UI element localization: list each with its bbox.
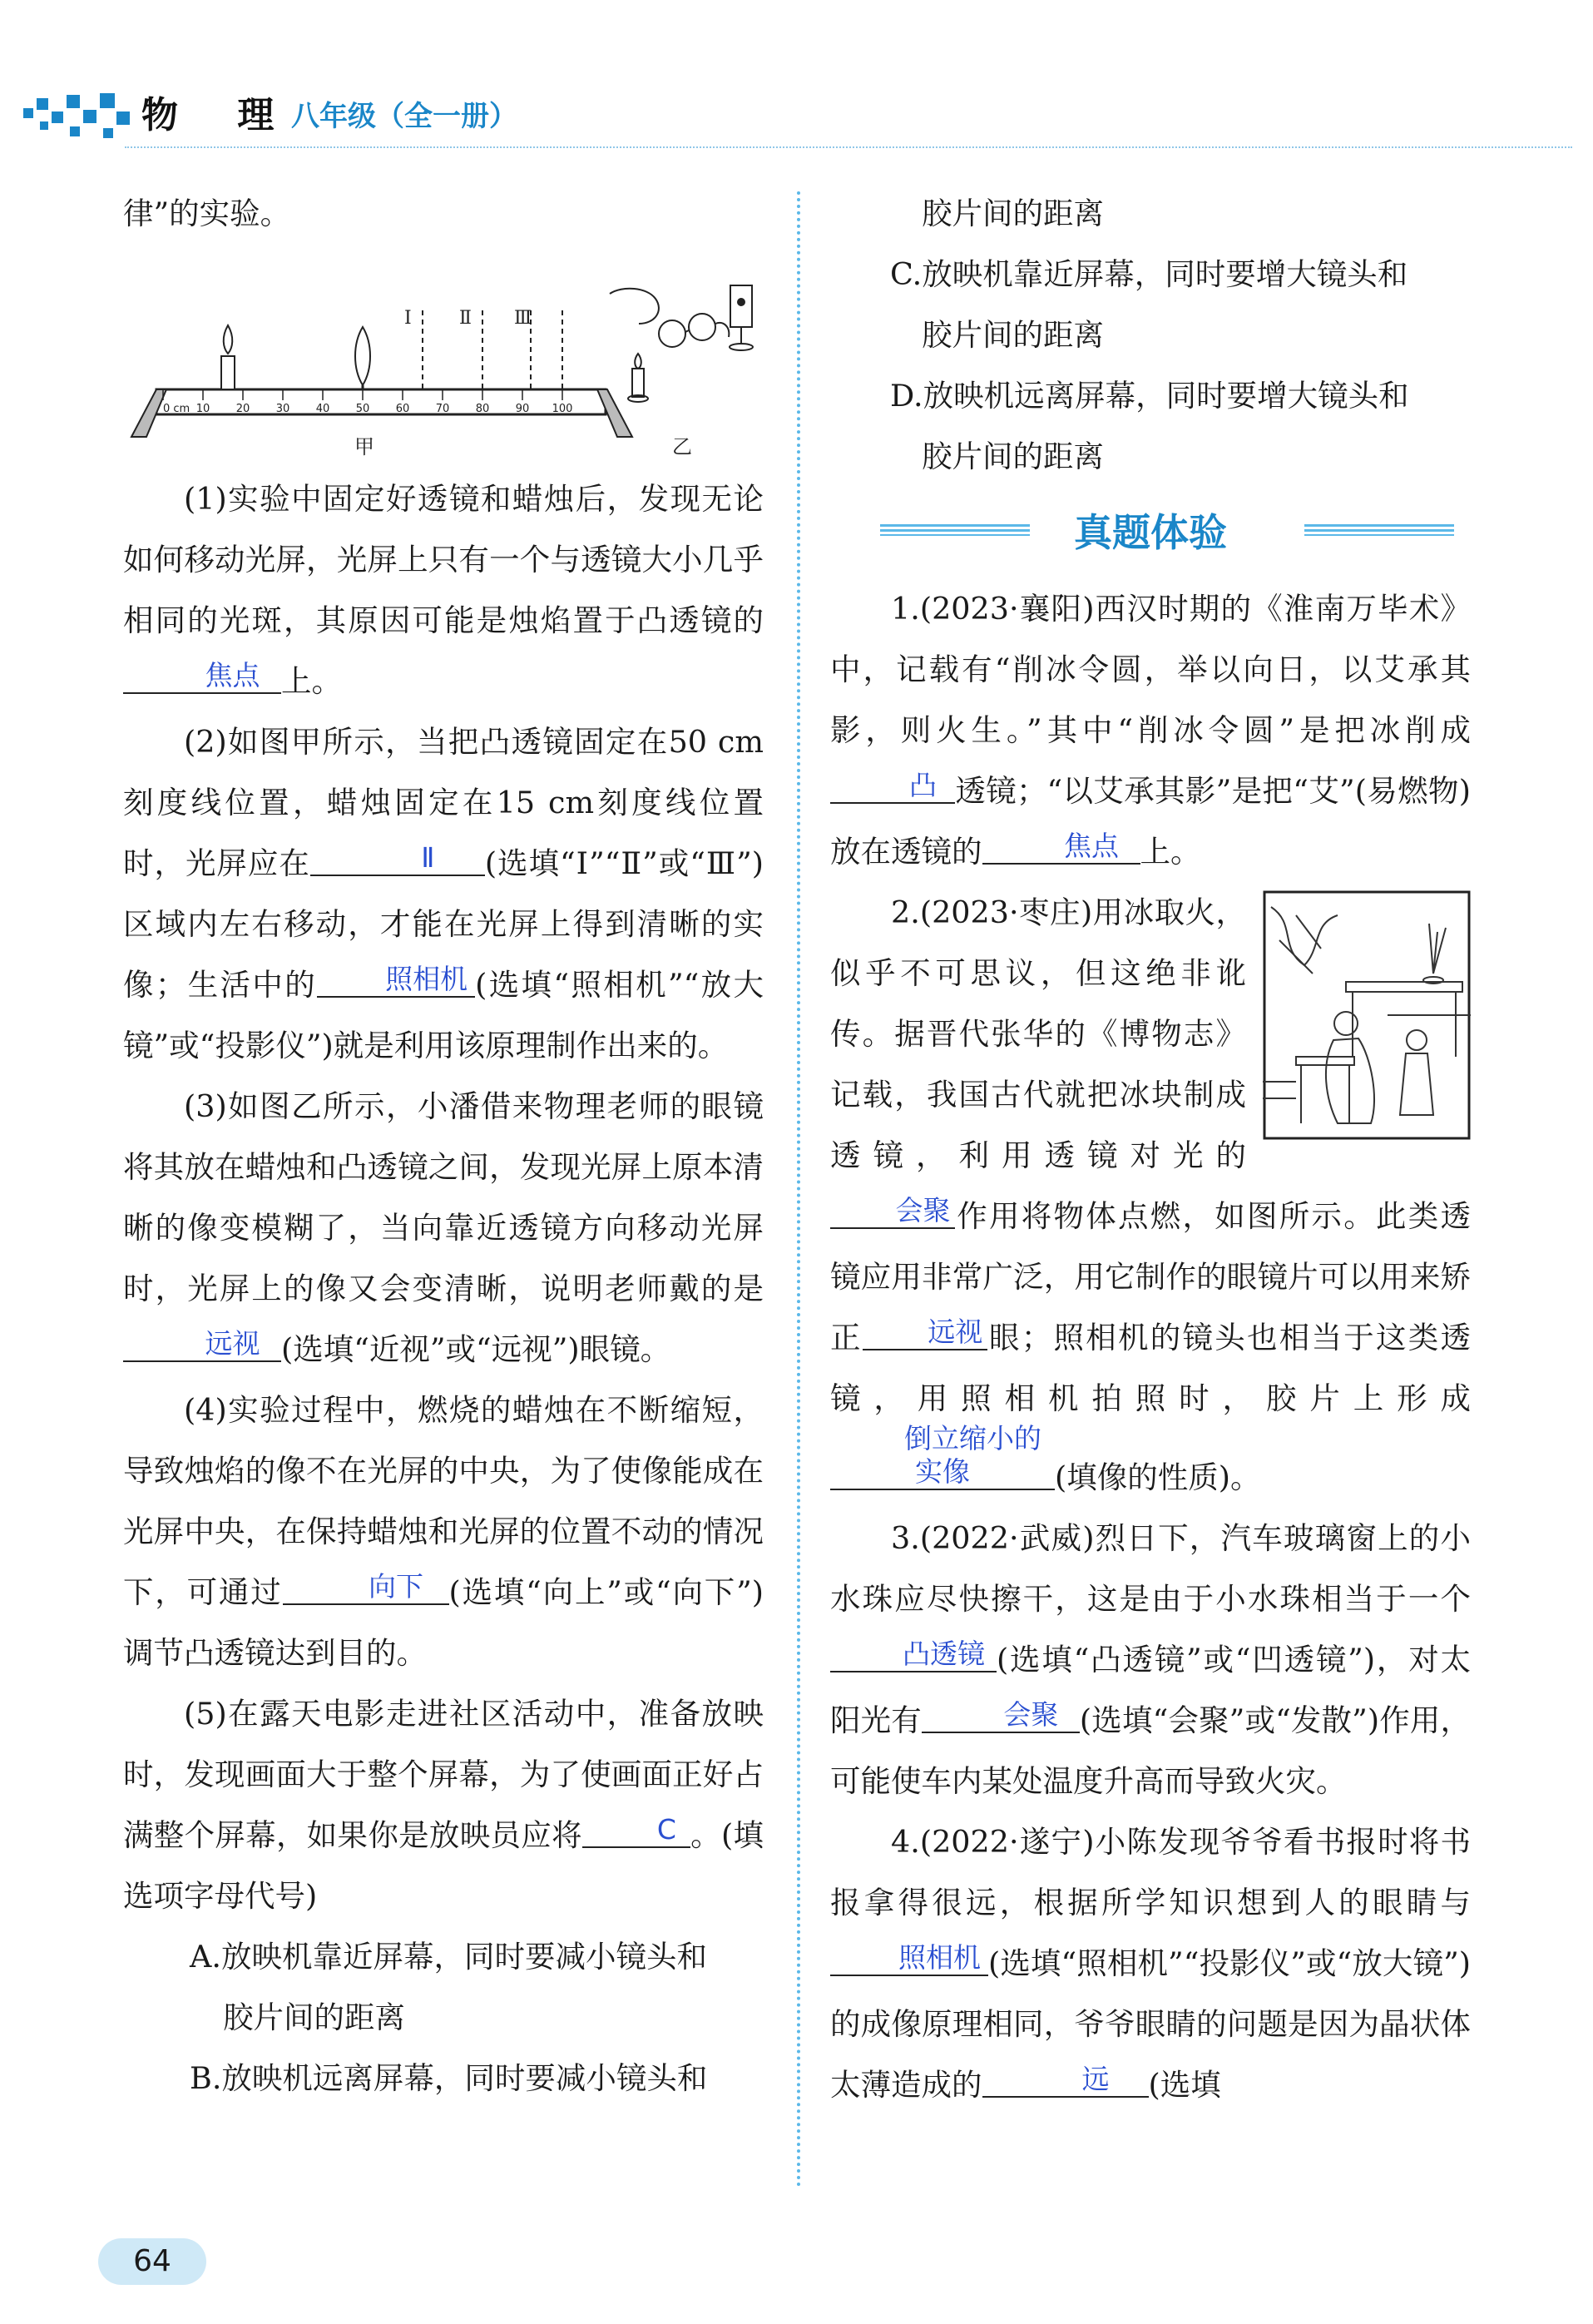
answer-blank: 远视 [863, 1316, 987, 1350]
problem-4: 4.(2022·遂宁)小陈发现爷爷看书报时将书报拿得很远，根据所学知识想到人的眼睛与照相机 (选填“照相机”“投影仪”或“放大镜”)的成像原理相同，爷爷眼睛的问题是因为晶状体太薄造成的 远 (选填 [830, 1824, 1471, 2103]
ancient-scene-illustration [1263, 890, 1471, 1140]
section-header [830, 487, 1471, 578]
option-d-cont: 胶片间的距离 [922, 439, 1104, 474]
optical-bench-diagram [123, 244, 764, 468]
answer-blank: Ⅱ [310, 841, 485, 876]
page-number: 64 [98, 2238, 206, 2285]
section-title: 真题体验 [1074, 510, 1227, 555]
zone-label: Ⅲ [514, 308, 532, 329]
tick-label: 70 [435, 403, 450, 415]
answer-blank: 会聚 [830, 1194, 955, 1229]
candle-icon [221, 325, 235, 389]
answer-blank: 照相机 [830, 1941, 988, 1976]
intro-text: 律”的实验。 [123, 196, 291, 231]
answer-blank: 焦点 [123, 659, 281, 694]
option-c-cont: 胶片间的距离 [922, 317, 1104, 353]
answer-blank: 凸透镜 [830, 1638, 997, 1672]
answer-blank: 远 [982, 2063, 1149, 2098]
subject-title: 物 理 [141, 94, 298, 136]
question-3: (3)如图乙所示，小潘借来物理老师的眼镜将其放在蜡烛和凸透镜之间，发现光屏上原本清晰的像变模糊了，当向靠近透镜方向移动光屏时，光屏上的像又会变清晰，说明老师戴的是远视 (选填“近视”或“远视”)眼镜。 [123, 1088, 764, 1367]
tick-label: 60 [395, 403, 410, 415]
tick-label: 20 [235, 403, 250, 415]
tick-label: 100 [552, 403, 573, 415]
answer-blank: C [582, 1813, 690, 1848]
section-rule-right [1304, 524, 1454, 536]
column-divider [797, 191, 800, 2188]
option-b-cont: 胶片间的距离 [922, 196, 1104, 231]
tick-label: 0 cm [163, 403, 190, 415]
section-rule-left [880, 524, 1030, 536]
answer-blank: 会聚 [922, 1698, 1080, 1733]
answer-blank: 凸 [830, 769, 955, 804]
answer-blank: 远视 [123, 1327, 281, 1362]
tick-label: 50 [355, 403, 370, 415]
question-5: (5)在露天电影走进社区活动中，准备放映时，发现画面大于整个屏幕，为了使画面正好占满整个屏幕，如果你是放映员应将 C 。(填选项字母代号) [123, 1696, 764, 1914]
caption-jia: 甲 [354, 435, 374, 458]
left-column [123, 183, 764, 2108]
tick-label: 80 [475, 403, 490, 415]
option-d: D.放映机远离屏幕，同时要增大镜头和 [890, 378, 1409, 414]
question-4: (4)实验过程中，燃烧的蜡烛在不断缩短，导致烛焰的像不在光屏的中央，为了使像能成在光屏中央，在保持蜡烛和光屏的位置不动的情况下，可通过 向下 (选填“向上”或“向下”)调节凸透镜达到目的。 [123, 1392, 764, 1671]
header-rule [125, 146, 1572, 148]
convex-lens-icon [355, 327, 370, 389]
glasses-figure-icon [610, 285, 753, 402]
answer-blank: 倒立缩小的实像 [830, 1422, 1055, 1490]
zone-label: Ⅱ [459, 308, 472, 329]
tick-label: 90 [515, 403, 530, 415]
answer-blank: 照相机 [317, 963, 475, 998]
question-1: (1)实验中固定好透镜和蜡烛后，发现无论如何移动光屏，光屏上只有一个与透镜大小几乎相同的光斑，其原因可能是烛焰置于凸透镜的焦点 上。 [123, 481, 764, 699]
right-column [830, 183, 1471, 2115]
option-c: C.放映机靠近屏幕，同时要增大镜头和 [890, 256, 1408, 292]
option-a-cont: 胶片间的距离 [223, 1999, 405, 2035]
option-b: B.放映机远离屏幕，同时要减小镜头和 [190, 2060, 708, 2096]
problem-3: 3.(2022·武威)烈日下，汽车玻璃窗上的小水珠应尽快擦干，这是由于小水珠相当于一个凸透镜 (选填“凸透镜”或“凹透镜”)，对太阳光有 会聚 (选填“会聚”或“发散”)作用，可能使车内某处温度升高而导致火灾。 [830, 1520, 1471, 1799]
grade-label: 八年级（全一册） [291, 100, 517, 133]
question-2: (2)如图甲所示，当把凸透镜固定在50 cm刻度线位置，蜡烛固定在15 cm刻度线位置时，光屏应在 Ⅱ (选填“Ⅰ”“Ⅱ”或“Ⅲ”)区域内左右移动，才能在光屏上得到清晰的实像；生活中的 照相机 (选填“照相机”“放大镜”或“投影仪”)就是利用该原理制作出来的。 [123, 724, 764, 1063]
tick-label: 30 [275, 403, 290, 415]
problem-2: 2.(2023·枣庄)用冰取火，似乎不可思议，但这绝非讹传。据晋代张华的《博物志》记载，我国古代就把冰块制成透镜，利用透镜对光的会聚 作用将物体点燃，如图所示。此类透镜应用非常广泛，用它制作的眼镜片可以用来矫正 远视 眼；照相机的镜头也相当于这类透镜，用照相机拍照时，胶片上形成倒立缩小的实像 (填像的性质)。 [830, 882, 1471, 1508]
tick-label: 10 [195, 403, 210, 415]
problem-1: 1.(2023·襄阳)西汉时期的《淮南万毕术》中，记载有“削冰令圆，举以向日，以艾承其影，则火生。”其中“削冰令圆”是把冰削成凸 透镜；“以艾承其影”是把“艾”(易燃物)放在透镜的 焦点 上。 [830, 591, 1471, 870]
option-a: A.放映机靠近屏幕，同时要减小镜头和 [190, 1939, 707, 1975]
experiment-figure [123, 244, 764, 468]
page-header [0, 75, 1593, 158]
answer-blank: 焦点 [982, 830, 1140, 865]
header-dots-decoration [23, 90, 131, 148]
zone-label: Ⅰ [404, 308, 412, 329]
tick-label: 40 [315, 403, 330, 415]
answer-blank: 向下 [283, 1570, 449, 1605]
caption-yi: 乙 [672, 435, 692, 458]
